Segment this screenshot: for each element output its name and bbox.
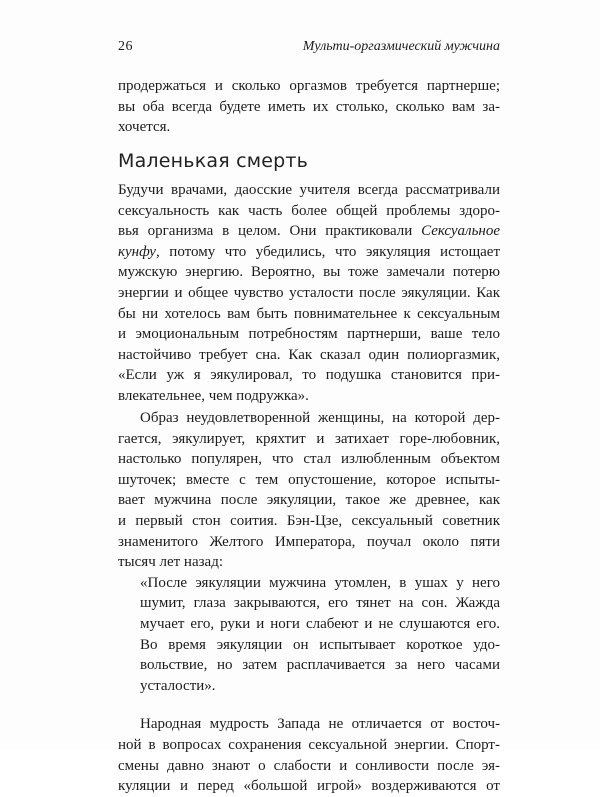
- text-line: настолько популярен, что стал излюбленным объектом: [118, 451, 500, 468]
- text-line: бы ни хотелось вам быть повнимательнее к сексуальным: [118, 305, 500, 322]
- section-heading: Маленькая смерть: [118, 150, 309, 172]
- text-line: настойчиво требует сна. Как сказал один полиоргазмик,: [118, 346, 500, 363]
- text-line: ной в вопросах сохранения сексуальной энергии. Спорт-: [118, 736, 500, 753]
- blockquote: [140, 573, 500, 697]
- text-line: куляции и перед «большой игрой» воздерживаются от: [118, 778, 500, 795]
- text-line: и первый стон соития. Бэн-Цзе, сексуальный советник: [118, 512, 500, 529]
- text-line: гается, эякулирует, кряхтит и затихает горе-любовник,: [118, 430, 500, 447]
- text-line: смены давно знают о слабости и сонливости после эя-: [118, 757, 500, 774]
- text-line: хочется.: [118, 119, 171, 136]
- text-line: шуточек; вместе с тем опустошение, которое испыты-: [118, 471, 500, 488]
- text-line: «После эякуляции мужчина утомлен, в ушах у него: [140, 574, 500, 591]
- text-line: «Если уж я эякулировал, то подушка становится при-: [118, 367, 500, 384]
- text-line: тысяч лет назад:: [118, 554, 223, 571]
- text-line: Народная мудрость Запада не отличается от восточ-: [140, 716, 500, 733]
- italic-fragment: вья организма в целом. Они практиковали Сексуальное: [118, 223, 500, 240]
- page-number: 26: [118, 39, 133, 54]
- running-title: Мульти-оргазмический мужчина: [302, 39, 500, 54]
- text-line: мучает его, руки и ноги слабеют и не слушаются его.: [140, 615, 500, 632]
- text-line: продержаться и сколько оргазмов требуется партнерше;: [118, 78, 500, 94]
- intro-paragraph: [118, 76, 500, 138]
- text-line: вольствие, но затем расплачивается за него часами: [140, 657, 500, 674]
- text-line: усталости».: [140, 677, 216, 694]
- text-line: шумит, глаза закрываются, его тянет на сон. Жажда: [140, 595, 500, 612]
- paragraph-2: [118, 408, 500, 573]
- text-line: энергии и общее чувство усталости после эякуляции. Как: [118, 284, 500, 301]
- text-line: вает мужчина после эякуляции, такое же древнее, как: [118, 492, 500, 509]
- running-head: [118, 39, 500, 59]
- text-line: [118, 221, 500, 242]
- text-line: кунфу, потому что убедились, что эякуляция истощает: [118, 243, 500, 260]
- text-line: влекательнее, чем подружка».: [118, 387, 309, 404]
- text-line: Будучи врачами, даосские учителя всегда рассматривали: [118, 182, 500, 198]
- text-line: вы оба всегда будете иметь их столько, сколько вам за-: [118, 98, 500, 115]
- text-line: и эмоциональным потребностям партнерши, ваше тело: [118, 326, 500, 343]
- text-line: сексуальность как часть более общей проблемы здоро-: [118, 202, 500, 219]
- paragraph-3: [118, 714, 500, 796]
- text-line: Во время эякуляции он испытывает короткое удо-: [140, 636, 500, 653]
- text-line: знаменитого Желтого Императора, поучал около пяти: [118, 533, 500, 550]
- text-line: Образ неудовлетворенной женщины, на которой дер-: [140, 410, 500, 426]
- paragraph-1: [118, 180, 500, 407]
- text-line: мужскую энергию. Вероятно, вы тоже замечали потерю: [118, 264, 500, 281]
